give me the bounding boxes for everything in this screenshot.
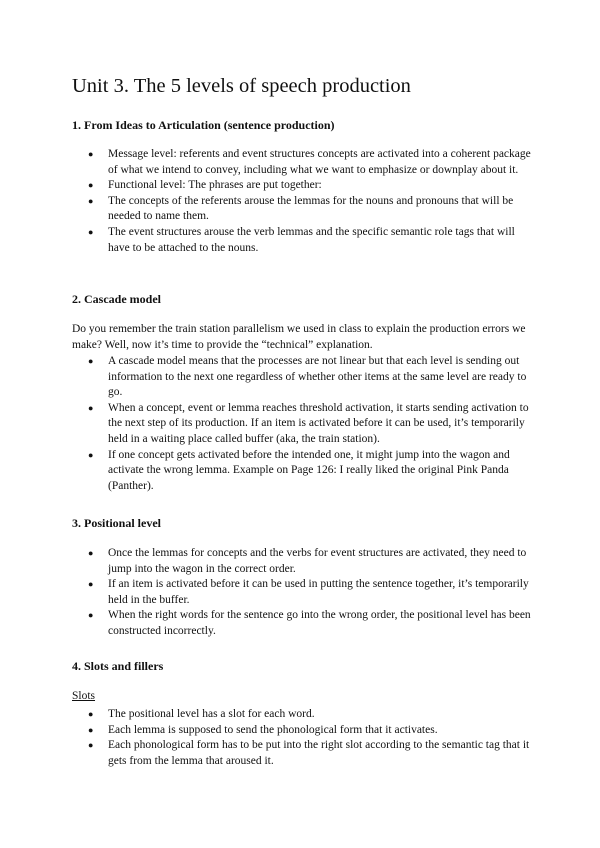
subheading-slots: Slots: [72, 690, 96, 702]
bullet-icon: ●: [88, 740, 94, 751]
bullet-icon: ●: [88, 149, 94, 159]
section-3-list: [72, 546, 532, 640]
section-heading-1: 1. From Ideas to Articulation (sentence production): [72, 118, 335, 132]
bullet-icon: ●: [88, 195, 94, 206]
bullet-icon: ●: [88, 610, 94, 621]
bullet-icon: ●: [88, 548, 94, 558]
bullet-icon: ●: [88, 226, 94, 237]
bullet-icon: ●: [88, 724, 94, 735]
list-item: ● The event structures arouse the verb lemmas and the specific semantic role tags that will have to be attached to the nouns.: [88, 225, 515, 254]
list-item: ● The concepts of the referents arouse the lemmas for the nouns and pronouns that will be needed to name them.: [88, 194, 514, 223]
bullet-icon: ●: [88, 356, 94, 366]
section-2-intro: Do you remember the train station parallelism we used in class to explain the production errors we make? Well, now it’s time to provide the “technical” explanation.: [72, 323, 526, 351]
bullet-icon: ●: [88, 402, 94, 413]
list-item: ● Functional level: The phrases are put together:: [72, 178, 532, 194]
bullet-icon: ●: [88, 449, 94, 460]
list-item: ● Message level: referents and event structures concepts are activated into a coherent package of what we intend to convey, including what we want to emphasize or downplay about it.: [88, 148, 531, 176]
list-item: ● When a concept, event or lemma reaches threshold activation, it starts sending activation to the next step of its production. If an item is activated before it can be used, it’s temporarily held in a waiting place called buffer (aka, the train station).: [88, 401, 529, 445]
section-heading-3: 3. Positional level: [72, 516, 161, 530]
bullet-icon: ●: [88, 579, 94, 590]
bullet-icon: ●: [88, 709, 94, 719]
list-item: ● When the right words for the sentence go into the wrong order, the positional level has been constructed incorrectly.: [88, 609, 531, 637]
bullet-icon: ●: [88, 180, 94, 191]
list-item: ● Each phonological form has to be put into the right slot according to the semantic tag that it gets from the lemma that aroused it.: [88, 739, 530, 767]
list-item: ● A cascade model means that the processes are not linear but that each level is sending out information to the next one regardless of whether other items at the same level are ready to go.: [88, 355, 527, 399]
list-item: ● Each lemma is supposed to send the phonological form that it activates.: [72, 723, 532, 739]
section-1-list: [72, 147, 532, 256]
section-2-list: [72, 354, 532, 494]
page-title: Unit 3. The 5 levels of speech production: [72, 75, 411, 97]
list-item: ● Once the lemmas for concepts and the verbs for event structures are activated, they need to jump into the wagon in the correct order.: [88, 547, 527, 575]
list-item: ● If one concept gets activated before the intended one, it might jump into the wagon and activate the wrong lemma. Example on Page 126: I really liked the original Pink Panda (Panther).: [88, 448, 510, 492]
section-4-list: [72, 707, 532, 769]
section-heading-4: 4. Slots and fillers: [72, 659, 164, 673]
list-item: ● The positional level has a slot for each word.: [72, 707, 532, 723]
section-heading-2: 2. Cascade model: [72, 292, 161, 306]
list-item: ● If an item is activated before it can be used in putting the sentence together, it’s temporarily held in the buffer.: [88, 578, 529, 606]
